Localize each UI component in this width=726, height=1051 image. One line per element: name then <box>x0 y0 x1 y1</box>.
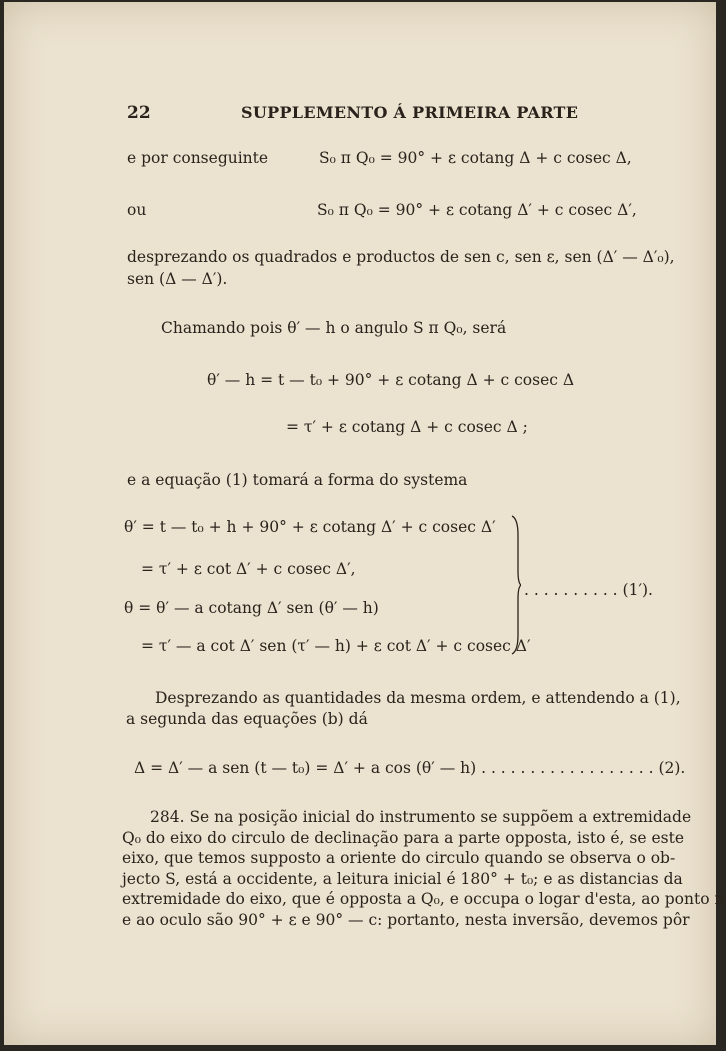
text-line: e a equação (1) tomará a forma do systema <box>127 471 468 489</box>
text-line: e por conseguinte <box>127 149 269 167</box>
equation-label: . . . . . . . . . . (1′). <box>524 581 653 599</box>
running-header: SUPPLEMENTO Á PRIMEIRA PARTE <box>241 103 579 122</box>
text-line: Chamando pois θ′ — h o angulo S π Q₀, será <box>161 319 507 337</box>
paragraph-line: extremidade do eixo, que é opposta a Q₀, e occupa o logar d'esta, ao ponto π <box>122 890 725 908</box>
text-line: sen (Δ — Δ′). <box>127 270 228 288</box>
page-number: 22 <box>127 103 151 123</box>
paragraph-line: e ao oculo são 90° + ε e 90° — c: portanto, nesta inversão, devemos pôr <box>122 910 690 929</box>
text-line: a segunda das equações (b) dá <box>126 710 368 728</box>
book-page <box>4 2 725 1045</box>
text-line: ou <box>127 201 147 219</box>
equation: S₀ π Q₀ = 90° + ε cotang Δ + c cosec Δ, <box>319 149 632 167</box>
paragraph-line: eixo, que temos supposto a oriente do circulo quando se observa o ob- <box>122 849 676 867</box>
paragraph-284 <box>122 807 725 930</box>
equation: Δ = Δ′ — a sen (t — t₀) = Δ′ + a cos (θ′ — h) . . . . . . . . . . . . . . . . . . (2). <box>134 759 686 777</box>
paragraph-line: Q₀ do eixo do circulo de declinação para a parte opposta, isto é, se este <box>122 828 684 847</box>
text-line: desprezando os quadrados e productos de sen c, sen ε, sen (Δ′ — Δ′₀), <box>127 248 675 266</box>
equation: θ′ — h = t — t₀ + 90° + ε cotang Δ + c cosec Δ <box>207 371 575 389</box>
system-equation: θ′ = t — t₀ + h + 90° + ε cotang Δ′ + c cosec Δ′ <box>124 518 496 536</box>
equation: S₀ π Q₀ = 90° + ε cotang Δ′ + c cosec Δ′, <box>317 201 637 219</box>
equation: = τ′ + ε cotang Δ + c cosec Δ ; <box>286 418 528 436</box>
paragraph-line: 284. Se na posição inicial do instrumento se suppõem a extremidade <box>150 808 692 826</box>
system-equation: = τ′ + ε cot Δ′ + c cosec Δ′, <box>141 560 356 578</box>
system-equation: = τ′ — a cot Δ′ sen (τ′ — h) + ε cot Δ′ + c cosec Δ′ <box>141 637 531 655</box>
right-brace <box>511 515 521 655</box>
text-line: Desprezando as quantidades da mesma ordem, e attendendo a (1), <box>155 689 681 707</box>
paragraph-line: jecto S, está a occidente, a leitura inicial é 180° + t₀; e as distancias da <box>122 869 683 888</box>
system-equation: θ = θ′ — a cotang Δ′ sen (θ′ — h) <box>124 599 379 617</box>
